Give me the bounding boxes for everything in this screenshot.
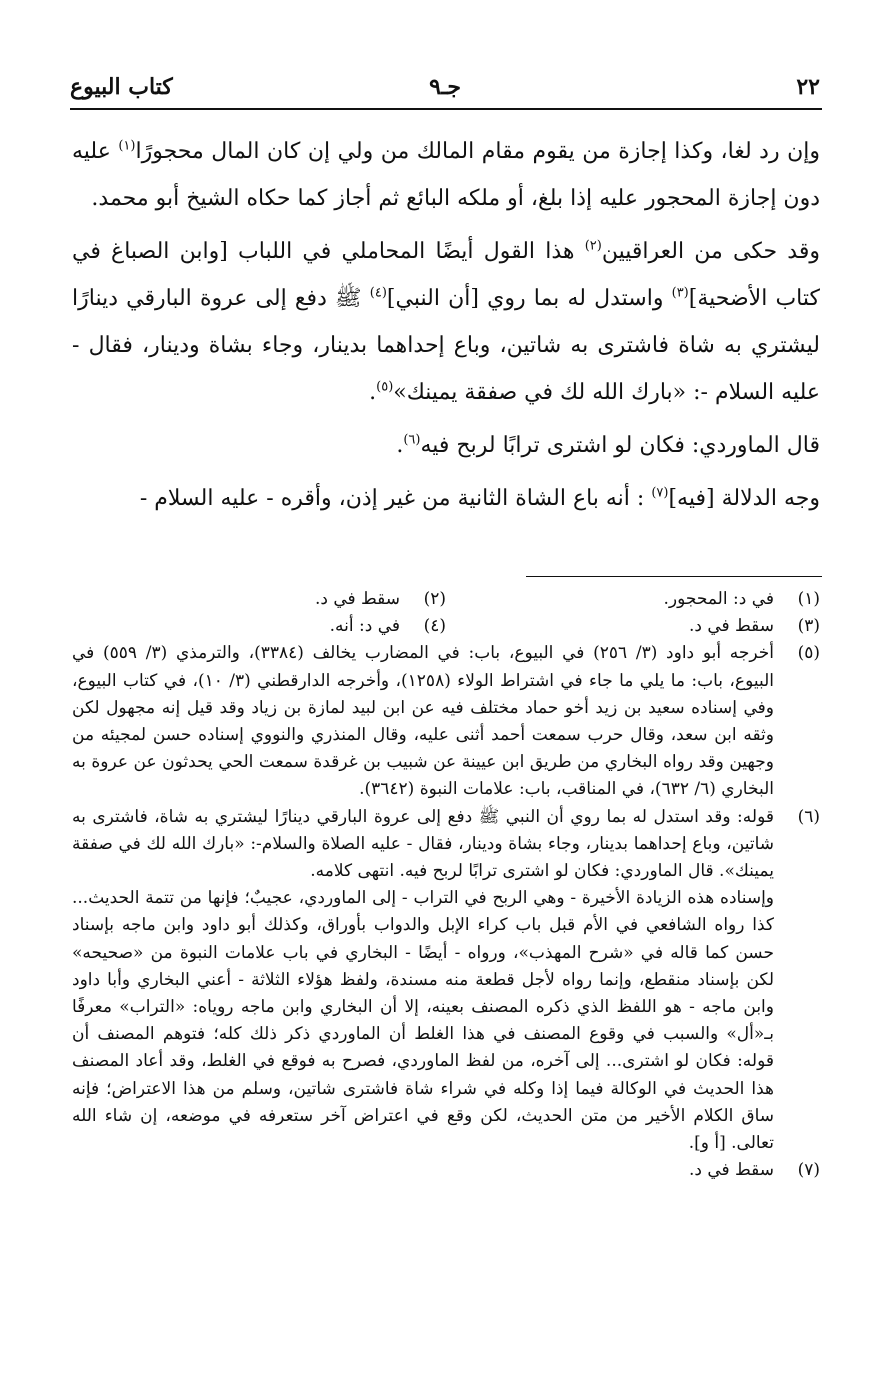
footnote-text: في د: المحجور. bbox=[663, 589, 774, 609]
running-title: كتاب البيوع bbox=[70, 74, 173, 100]
footnote-text: سقط في د. bbox=[688, 1160, 774, 1181]
volume-label: جـ٩ bbox=[429, 74, 461, 100]
header-divider bbox=[70, 108, 822, 110]
footnote-item bbox=[72, 640, 820, 803]
footnote-text: في د: أنه. bbox=[329, 616, 400, 637]
footnote-item bbox=[446, 586, 820, 613]
footnote-number: (٢) bbox=[423, 589, 446, 609]
footnote-divider bbox=[526, 576, 822, 577]
footnote-number: (٥) bbox=[797, 643, 820, 664]
footnote-ref: (٧) bbox=[651, 485, 669, 501]
footnote-text: قوله: وقد استدل له بما روي أن النبي ﷺ دفع إلى عروة البارقي دينارًا ليشتري به شاة، فاشترى به شاتين، وباع إحداهما بدينار، وجاء بشاة ودينار، فقال - عليه الصلاة والسلام-: «بارك الله لك في صفقة يمينك». قال الماوردي: فكان لو اشترى ترابًا لربح فيه. انتهى كلامه. وإسناده هذه الزيادة الأخيرة - وهي الربح في التراب - إلى الماوردي، عجيبٌ؛ فإنها من تتمة الحديث... كذا رواه الشافعي في الأم قبل باب كراء الإبل والدواب بأوراق، وكذلك أبو داود وابن ماجه بإسناد حسن كما قاله في «شرح المهذب»، ورواه - أيضًا - البخاري في باب علامات النبوة من «صحيحه» لكن بإسناد منقطع، وإنما رواه لأجل قطعة منه مسندة، ولفظ هؤلاء الثلاثة - أعني البخاري وأبا داود وابن ماجه - هو اللفظ الذي ذكره المصنف بعينه، إلا أن البخاري وابن ماجه روياه: «التراب» معرفًا بـ«أل» والسبب في وقوع المصنف في هذا الغلط أن الماوردي ذكر ذلك كله؛ فتوهم المصنف أن قوله: فكان لو اشترى... إلى آخره، من لفظ الماوردي، فصرح به فوقع في الغلط، وقد أعاد المصنف هذا الحديث في الوكالة فيما إذا وكله في شراء شاة فاشترى شاتين، وسلم من هذا الاعتراض؛ فإنه ساق الكلام الأخير من متن الحديث، لكن وقع في اعتراض آخر ستعرفه في موضعه، إن شاء الله تعالى. [أ و]. bbox=[72, 806, 774, 1154]
footnote-ref: (١) bbox=[118, 138, 136, 154]
footnote-row bbox=[72, 586, 820, 613]
footnote-item bbox=[72, 804, 820, 1158]
footnote-ref: (٦) bbox=[403, 432, 421, 448]
footnote-item bbox=[72, 586, 446, 613]
footnote-number: (٤) bbox=[423, 616, 446, 637]
page-header bbox=[70, 72, 820, 108]
main-paragraph: قال الماوردي: فكان لو اشترى ترابًا لربح فيه$^{(٦)}$. bbox=[396, 432, 820, 458]
footnote-row bbox=[72, 613, 820, 640]
footnote-ref: (٣) bbox=[671, 285, 689, 301]
main-text bbox=[72, 128, 820, 522]
footnote-ref: (٤) bbox=[369, 285, 387, 301]
footnote-item bbox=[72, 1157, 820, 1184]
footnote-number: (٧) bbox=[797, 1160, 820, 1181]
footnotes bbox=[72, 586, 820, 1184]
footnote-text: سقط في د. bbox=[688, 616, 774, 637]
main-paragraph: وجه الدلالة [فيه]$^{(٧)}$ : أنه باع الشاة الثانية من غير إذن، وأقره - عليه السلام - bbox=[139, 485, 820, 511]
footnote-item bbox=[446, 613, 820, 640]
footnote-ref: (٢) bbox=[584, 238, 602, 254]
footnote-text: سقط في د. bbox=[314, 589, 400, 609]
main-paragraph: وإن رد لغا، وكذا إجازة من يقوم مقام المالك من ولي إن كان المال محجورًا$^{(١)}$ عليه دون إجازة المحجور عليه إذا بلغ، أو ملكه البائع ثم أجاز كما حكاه الشيخ أبو محمد. bbox=[72, 138, 820, 211]
footnote-text: أخرجه أبو داود (٣/ ٢٥٦) في البيوع، باب: في المضارب يخالف (٣٣٨٤)، والترمذي (٣/ ٥٥٩) في البيوع، باب: ما يلي ما جاء في اشتراط الولاء (١٢٥٨)، وأخرجه الدارقطني (٣/ ١٠)، في كتاب البيوع، وفي إسناده سعيد بن زيد أخو حماد مختلف فيه عن ابن لبيد لمازة بن زياد وقد قيل إنه مجهول لكن وثقه ابن سعد، وقال حرب سمعت أحمد أثنى عليه، وقال المنذري والنووي إسناده حسن لمجيئه من وجهين وقد رواه البخاري من طريق ابن عيينة عن شبيب بن غرقدة سمعت الحي يحدثون عن عروة به البخاري (٦/ ٦٣٢)، في المناقب، باب: علامات النبوة (٣٦٤٢). bbox=[72, 643, 775, 800]
main-paragraph: وقد حكى من العراقيين$^{(٢)}$ هذا القول أيضًا المحاملي في اللباب [وابن الصباغ في كتاب الأضحية]$^{(٣)}$ واستدل له بما روي [أن النبي]$^{(٤)}$ ﷺ دفع إلى عروة البارقي دينارًا ليشتري به شاة فاشترى به شاتين، وباع إحداهما بدينار، وجاء بشاة ودينار، فقال - عليه السلام -: «بارك الله لك في صفقة يمينك»$^{(٥)}$. bbox=[72, 238, 820, 405]
footnote-item bbox=[72, 613, 446, 640]
footnote-number: (٦) bbox=[797, 806, 820, 827]
footnote-number: (٣) bbox=[797, 616, 820, 637]
footnote-number: (١) bbox=[797, 589, 820, 609]
footnote-ref: (٥) bbox=[376, 379, 394, 395]
page-number: ٢٢ bbox=[796, 74, 820, 100]
